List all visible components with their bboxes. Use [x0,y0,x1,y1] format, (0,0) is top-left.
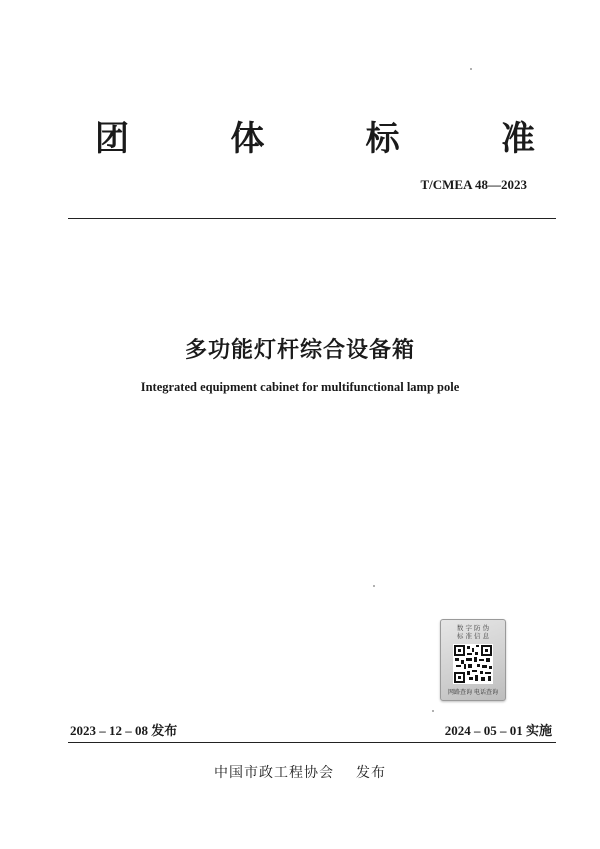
bottom-divider [68,742,556,743]
scan-speck [373,585,375,587]
publisher-action: 发布 [356,765,386,781]
sticker-footer: 网路查询 电话查询 [448,689,498,696]
implementation-date: 2024 – 05 – 01 实施 [444,723,552,738]
standard-number: T/CMEA 48—2023 [420,177,527,192]
anti-counterfeit-sticker [440,619,506,701]
publisher-line [0,762,600,782]
document-title-chinese: 多功能灯杆综合设备箱 [184,338,415,363]
document-title-english: Integrated equipment cabinet for multifunctional lamp pole [140,380,460,394]
scan-speck [470,68,472,70]
qr-code-icon [453,644,493,684]
scan-speck [432,710,434,712]
publisher-name: 中国市政工程协会 [214,765,334,781]
sticker-header [445,624,501,642]
heading-char-3: 标 [365,118,400,159]
sticker-header-line-1: 数 字 防 伪 [456,624,490,632]
top-divider [68,218,556,219]
heading-char-4: 准 [500,118,535,159]
heading-char-2: 体 [230,118,265,159]
publish-date: 2023 – 12 – 08 发布 [70,723,178,738]
standard-type-heading [95,110,535,160]
heading-char-1: 团 [95,118,129,159]
sticker-header-line-2: 标 准 信 息 [456,632,490,640]
